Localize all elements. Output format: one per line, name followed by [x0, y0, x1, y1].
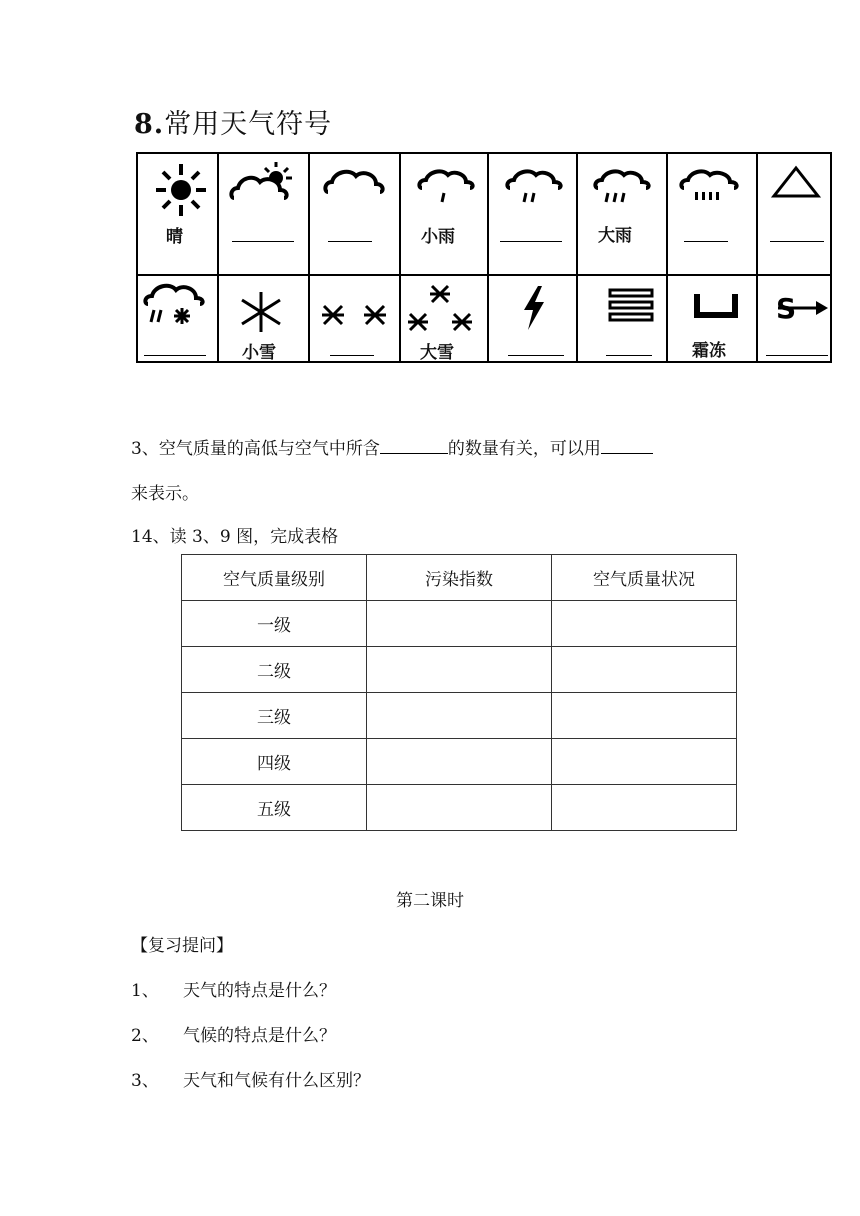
- lesson-title: 第二课时: [396, 891, 464, 911]
- symbol-label-heavy-snow: 大雪: [420, 343, 454, 363]
- question-14: 14、读 3、9 图，完成表格: [131, 527, 339, 547]
- frost-icon: [694, 294, 738, 318]
- review-heading: 【复习提问】: [131, 936, 233, 956]
- index-cell[interactable]: [367, 785, 552, 831]
- question-3-line2: 来表示。: [131, 484, 199, 504]
- status-cell[interactable]: [552, 785, 737, 831]
- heavy-rain-icon: [594, 166, 650, 206]
- symbol-label-light-snow: 小雪: [242, 343, 276, 363]
- table-row: [182, 647, 737, 693]
- section-heading: [134, 102, 332, 141]
- heading-text: 常用天气符号: [164, 109, 333, 140]
- light-snow-icon: [240, 292, 282, 332]
- question-3-line1: 3、空气质量的高低与空气中所含 的数量有关，可以用: [131, 434, 653, 459]
- review-question-3: 3、 天气和气候有什么区别？: [131, 1071, 370, 1091]
- status-cell[interactable]: [552, 601, 737, 647]
- blank-partly-cloudy: [232, 241, 294, 242]
- blank-triangle: [770, 241, 824, 242]
- sleet-icon: [142, 280, 208, 326]
- level-cell: 五级: [182, 785, 367, 831]
- index-cell[interactable]: [367, 601, 552, 647]
- moderate-rain-icon: [506, 166, 562, 206]
- index-cell[interactable]: [367, 693, 552, 739]
- blank-moderate-snow: [330, 355, 374, 356]
- moderate-snow-icon: [322, 304, 388, 326]
- light-rain-icon: [418, 166, 474, 206]
- answer-blank-1[interactable]: [380, 452, 448, 454]
- status-cell[interactable]: [552, 693, 737, 739]
- answer-blank-2[interactable]: [601, 452, 653, 454]
- review-question-2: 2、 气候的特点是什么？: [131, 1026, 336, 1046]
- table-row: [182, 739, 737, 785]
- index-cell[interactable]: [367, 739, 552, 785]
- fog-icon: [608, 288, 654, 324]
- level-cell: 一级: [182, 601, 367, 647]
- header-status: 空气质量状况: [552, 555, 737, 601]
- air-quality-table: [181, 554, 737, 831]
- sun-icon: [156, 162, 206, 220]
- heavy-snow-icon: [408, 284, 474, 334]
- symbol-label-heavy-rain: 大雨: [598, 226, 632, 246]
- heading-number: 8.: [134, 109, 165, 140]
- partly-cloudy-icon: [230, 160, 294, 202]
- rainstorm-icon: [680, 166, 740, 206]
- triangle-icon: [772, 166, 820, 198]
- lightning-icon: [522, 286, 546, 330]
- cloud-icon: [324, 166, 384, 196]
- weather-symbol-table: [136, 152, 832, 363]
- blank-lightning: [508, 355, 564, 356]
- level-cell: 四级: [182, 739, 367, 785]
- sandstorm-icon: [776, 292, 828, 325]
- svg-text:S: S: [776, 292, 797, 325]
- status-cell[interactable]: [552, 739, 737, 785]
- symbol-label-light-rain: 小雨: [421, 227, 455, 247]
- blank-rainstorm: [684, 241, 728, 242]
- table-row: [182, 785, 737, 831]
- table-row: [182, 601, 737, 647]
- header-index: 污染指数: [367, 555, 552, 601]
- header-level: 空气质量级别: [182, 555, 367, 601]
- table-row: [182, 693, 737, 739]
- blank-fog: [606, 355, 652, 356]
- review-question-1: 1、 天气的特点是什么？: [131, 981, 336, 1001]
- blank-cloud: [328, 241, 372, 242]
- level-cell: 二级: [182, 647, 367, 693]
- symbol-label-sunny: 晴: [166, 227, 183, 247]
- blank-sandstorm: [766, 355, 828, 356]
- symbol-label-frost: 霜冻: [692, 341, 726, 361]
- level-cell: 三级: [182, 693, 367, 739]
- blank-sleet: [144, 355, 206, 356]
- table-header-row: [182, 555, 737, 601]
- status-cell[interactable]: [552, 647, 737, 693]
- index-cell[interactable]: [367, 647, 552, 693]
- blank-moderate-rain: [500, 241, 562, 242]
